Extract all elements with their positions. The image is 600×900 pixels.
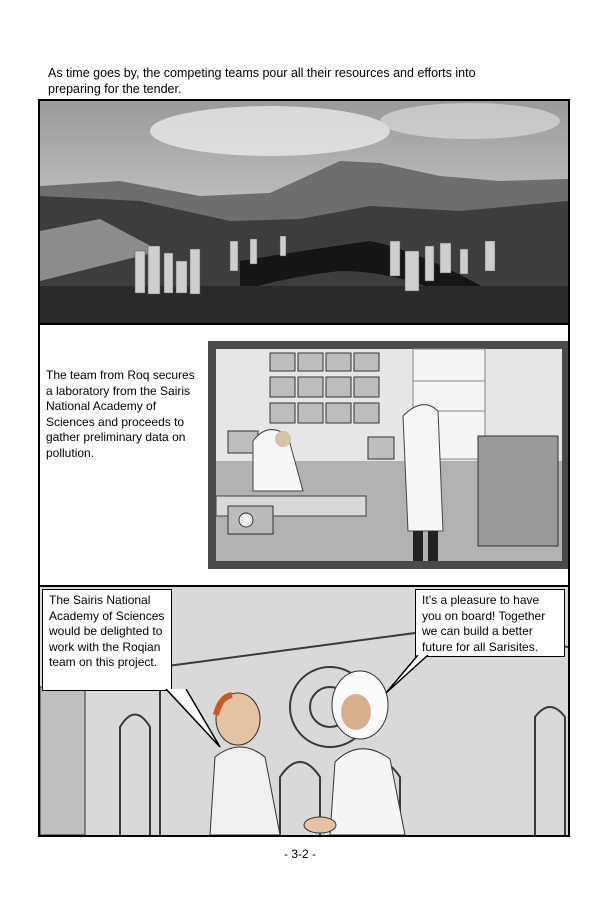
speech-bubble-right: It’s a pleasure to have you on board! Together we can build a better future for all Sarisites. [415,589,565,657]
panel-handshake [40,587,568,835]
speech-bubble-left: The Sairis National Academy of Sciences would be delighted to work with the Roqian team on this project. [42,589,172,691]
speech-bubble-right-tail [380,655,430,695]
comic-page [38,99,570,837]
panel-laboratory [40,325,568,587]
panel-landscape [40,101,568,325]
speech-bubble-left-tail [162,689,242,749]
landscape-illustration [40,101,568,323]
narration-text: The team from Roq secures a laboratory from the Sairis National Academy of Sciences and proceeds to gather preliminary data on pollution. [46,368,195,460]
intro-caption: As time goes by, the competing teams pour all their resources and efforts into preparing for the tender. [48,66,476,96]
page-number: - 3-2 - [283,847,316,861]
laboratory-illustration [208,341,568,569]
